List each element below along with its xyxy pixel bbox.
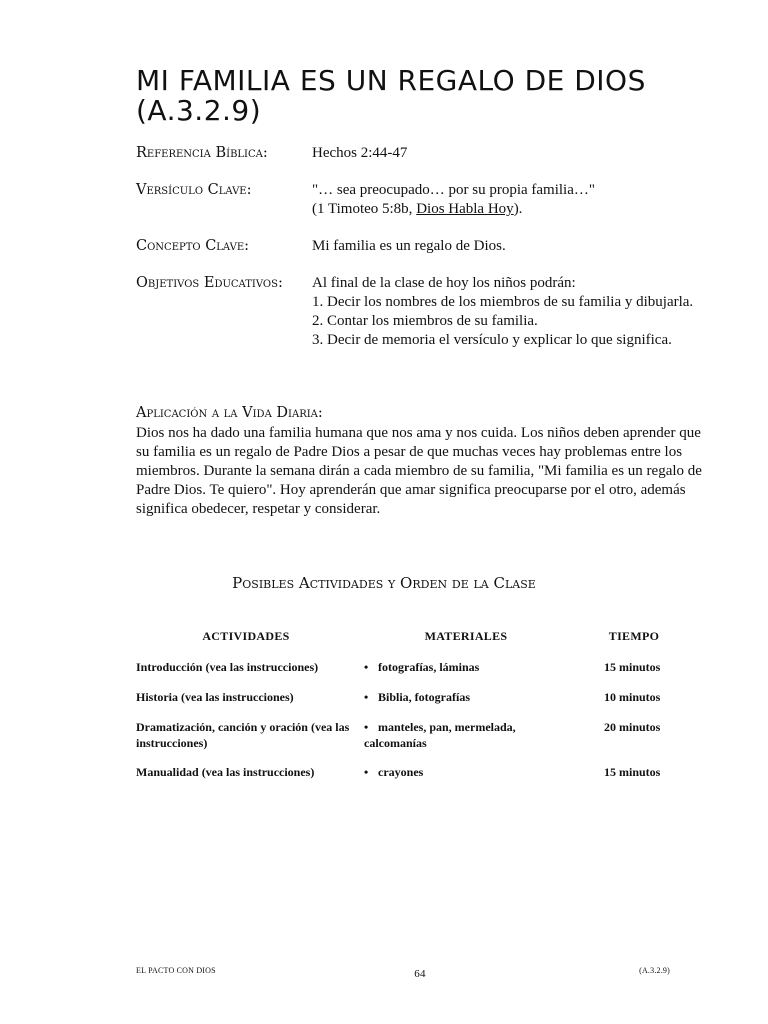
- materiales-text: manteles, pan, mermelada, calcomanías: [364, 720, 516, 750]
- materiales-cell: [364, 764, 574, 780]
- footer-page-number: 64: [414, 968, 426, 980]
- materiales-text: fotografías, láminas: [378, 660, 480, 674]
- actividad-cell: Manualidad (vea las instrucciones): [136, 765, 315, 779]
- concepto-value: Mi familia es un regalo de Dios.: [312, 238, 506, 254]
- materiales-text: Biblia, fotografías: [378, 690, 470, 704]
- objetivo-item: 1. Decir los nombres de los miembros de su familia y dibujarla.: [312, 294, 694, 310]
- title-line-1: MI FAMILIA ES UN REGALO DE DIOS: [136, 64, 646, 97]
- actividad-cell: Dramatización, canción y oración (vea las instrucciones): [136, 720, 350, 750]
- actividad-cell: Introducción (vea las instrucciones): [136, 660, 319, 674]
- activities-section-title: Posibles Actividades y Orden de la Clase: [232, 574, 536, 592]
- versiculo-quote: "… sea preocupado… por su propia familia…": [312, 182, 596, 198]
- footer-book-title: EL PACTO CON DIOS: [136, 966, 216, 975]
- title-line-2: (A.3.2.9): [136, 94, 262, 127]
- objetivo-item: 2. Contar los miembros de su familia.: [312, 313, 538, 329]
- tiempo-cell: 10 minutos: [604, 690, 661, 704]
- objetivos-intro: Al final de la clase de hoy los niños podrán:: [312, 275, 576, 291]
- aplicacion-body: Dios nos ha dado una familia humana que nos ama y nos cuida. Los niños deben aprender que su familia es un regalo de Padre Dios a pesar de que muchas veces hay problemas entre los miembros. Durante la semana dirán a cada miembro de su familia, "Mi familia es un regalo de Padre Dios. Te quiero". Hoy aprenderán que amar significa preocuparse por el otro, además significa obedecer, respetar y considerar.: [136, 425, 702, 517]
- page-title: [136, 66, 646, 126]
- aplicacion-heading: Aplicación a la Vida Diaria:: [136, 405, 323, 421]
- bullet-icon: •: [364, 765, 369, 779]
- objetivos-label: Objetivos Educativos:: [136, 275, 283, 291]
- bullet-icon: •: [364, 690, 369, 704]
- materiales-cell: [364, 689, 574, 705]
- referencia-value: Hechos 2:44-47: [312, 145, 408, 161]
- column-header-materiales: MATERIALES: [424, 629, 508, 643]
- versiculo-citation-post: ).: [513, 201, 523, 217]
- versiculo-value: [312, 181, 712, 219]
- materiales-cell: [364, 719, 574, 751]
- tiempo-cell: 15 minutos: [604, 765, 661, 779]
- referencia-label: Referencia Bíblica:: [136, 145, 268, 161]
- versiculo-citation-pre: (1 Timoteo 5:8b,: [312, 201, 417, 217]
- tiempo-cell: 15 minutos: [604, 660, 661, 674]
- versiculo-label: Versículo Clave:: [136, 182, 252, 198]
- bullet-icon: •: [364, 660, 369, 674]
- footer-lesson-code: (A.3.2.9): [639, 966, 670, 975]
- materiales-cell: [364, 659, 574, 675]
- column-header-actividades: ACTIVIDADES: [202, 629, 290, 643]
- objetivo-item: 3. Decir de memoria el versículo y explicar lo que significa.: [312, 332, 672, 348]
- objetivos-list: [312, 293, 712, 350]
- concepto-label: Concepto Clave:: [136, 238, 250, 254]
- materiales-text: crayones: [378, 765, 424, 779]
- tiempo-cell: 20 minutos: [604, 720, 661, 734]
- actividad-cell: Historia (vea las instrucciones): [136, 690, 294, 704]
- bullet-icon: •: [364, 720, 369, 734]
- column-header-tiempo: TIEMPO: [608, 629, 660, 643]
- objetivos-value: [312, 274, 712, 350]
- versiculo-citation: [312, 200, 712, 219]
- versiculo-citation-version: Dios Habla Hoy: [416, 201, 514, 217]
